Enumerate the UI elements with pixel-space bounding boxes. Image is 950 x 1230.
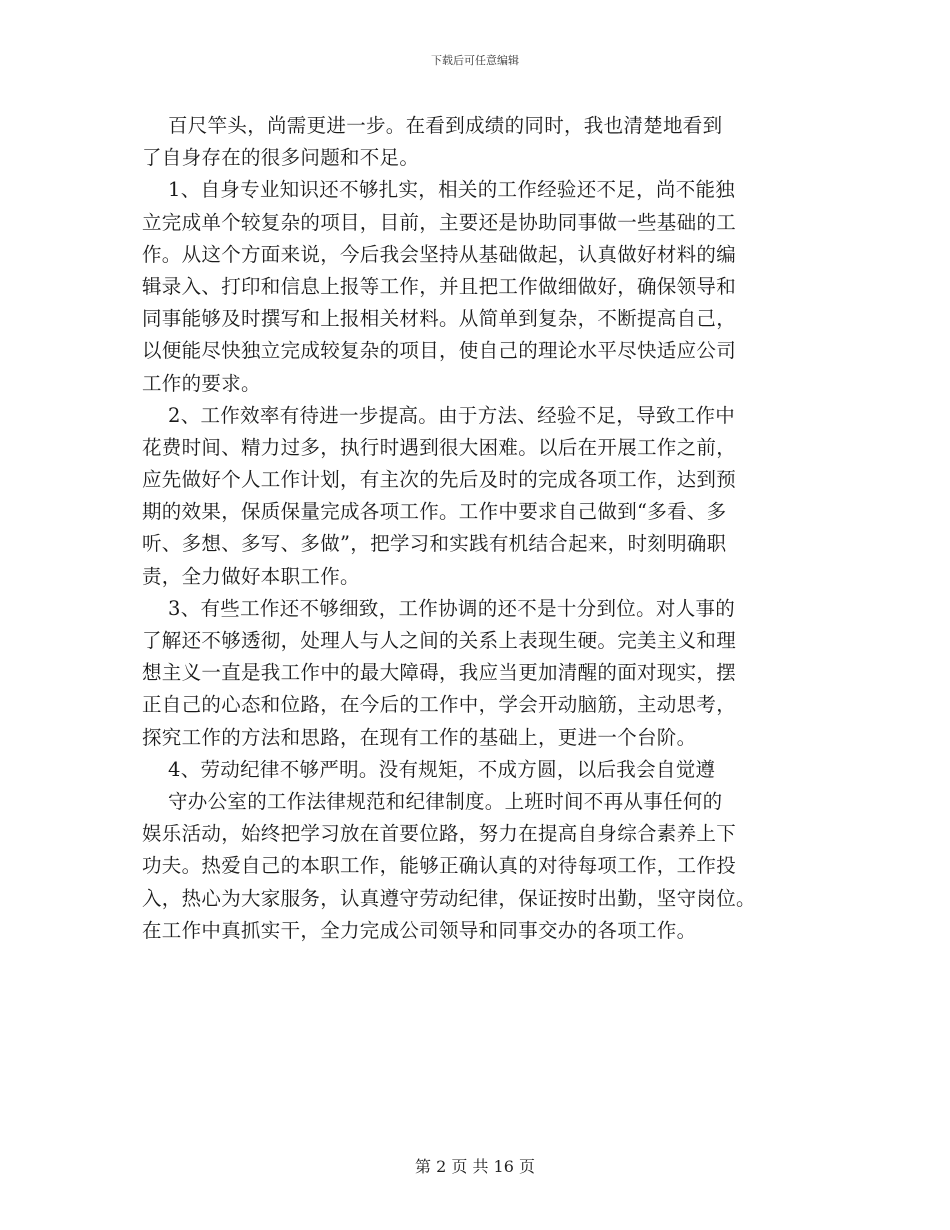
body-line: 花费时间、精力过多，执行时遇到很大困难。以后在开展工作之前， <box>142 435 737 459</box>
body-line: 正自己的心态和位路，在今后的工作中，学会开动脑筋，主动思考， <box>142 693 737 717</box>
body-line: 期的效果，保质保量完成各项工作。工作中要求自己做到“多看、多 <box>142 500 727 524</box>
body-line: 2、工作效率有待进一步提高。由于方法、经验不足，导致工作中 <box>142 403 736 427</box>
body-line: 入，热心为大家服务，认真遵守劳动纪律，保证按时出勤，坚守岗位。 <box>142 886 756 910</box>
body-line: 立完成单个较复杂的项目，目前，主要还是协助同事做一些基础的工 <box>142 210 737 234</box>
body-line: 4、劳动纪律不够严明。没有规矩，不成方圆，以后我会自觉遵 <box>142 757 716 781</box>
body-line: 想主义一直是我工作中的最大障碍，我应当更加清醒的面对现实，摆 <box>142 661 737 685</box>
header-note: 下载后可任意编辑 <box>431 54 519 67</box>
body-line: 守办公室的工作法律规范和纪律制度。上班时间不再从事任何的 <box>142 789 723 813</box>
body-line: 了解还不够透彻，处理人与人之间的关系上表现生硬。完美主义和理 <box>142 629 737 652</box>
body-line: 探究工作的方法和思路，在现有工作的基础上，更进一个台阶。 <box>142 725 697 749</box>
page-number: 第 2 页 共 16 页 <box>415 1157 535 1176</box>
body-line: 工作的要求。 <box>142 371 261 395</box>
body-line: 辑录入、打印和信息上报等工作，并且把工作做细做好，确保领导和 <box>142 274 737 298</box>
body-line: 在工作中真抓实干，全力完成公司领导和同事交办的各项工作。 <box>142 918 697 942</box>
body-line: 听、多想、多写、多做”，把学习和实践有机结合起来，时刻明确职 <box>142 532 727 556</box>
body-line: 3、有些工作还不够细致，工作协调的还不是十分到位。对人事的 <box>142 596 736 620</box>
body-line: 1、自身专业知识还不够扎实，相关的工作经验还不足，尚不能独 <box>142 178 736 202</box>
body-line: 百尺竿头，尚需更进一步。在看到成绩的同时，我也清楚地看到 <box>142 114 723 137</box>
body-line: 责，全力做好本职工作。 <box>142 564 360 588</box>
body-line: 应先做好个人工作计划，有主次的先后及时的完成各项工作，达到预 <box>142 468 737 492</box>
body-line: 娱乐活动，始终把学习放在首要位路，努力在提高自身综合素养上下 <box>142 822 737 846</box>
body-line: 了自身存在的很多问题和不足。 <box>142 146 420 170</box>
body-line: 功夫。热爱自己的本职工作，能够正确认真的对待每项工作，工作投 <box>142 854 737 878</box>
body-line: 作。从这个方面来说，今后我会坚持从基础做起，认真做好材料的编 <box>142 242 737 266</box>
body-line: 以便能尽快独立完成较复杂的项目，使自己的理论水平尽快适应公司 <box>142 339 737 363</box>
body-line: 同事能够及时撰写和上报相关材料。从简单到复杂，不断提高自己， <box>142 307 737 331</box>
document-body <box>142 110 802 947</box>
